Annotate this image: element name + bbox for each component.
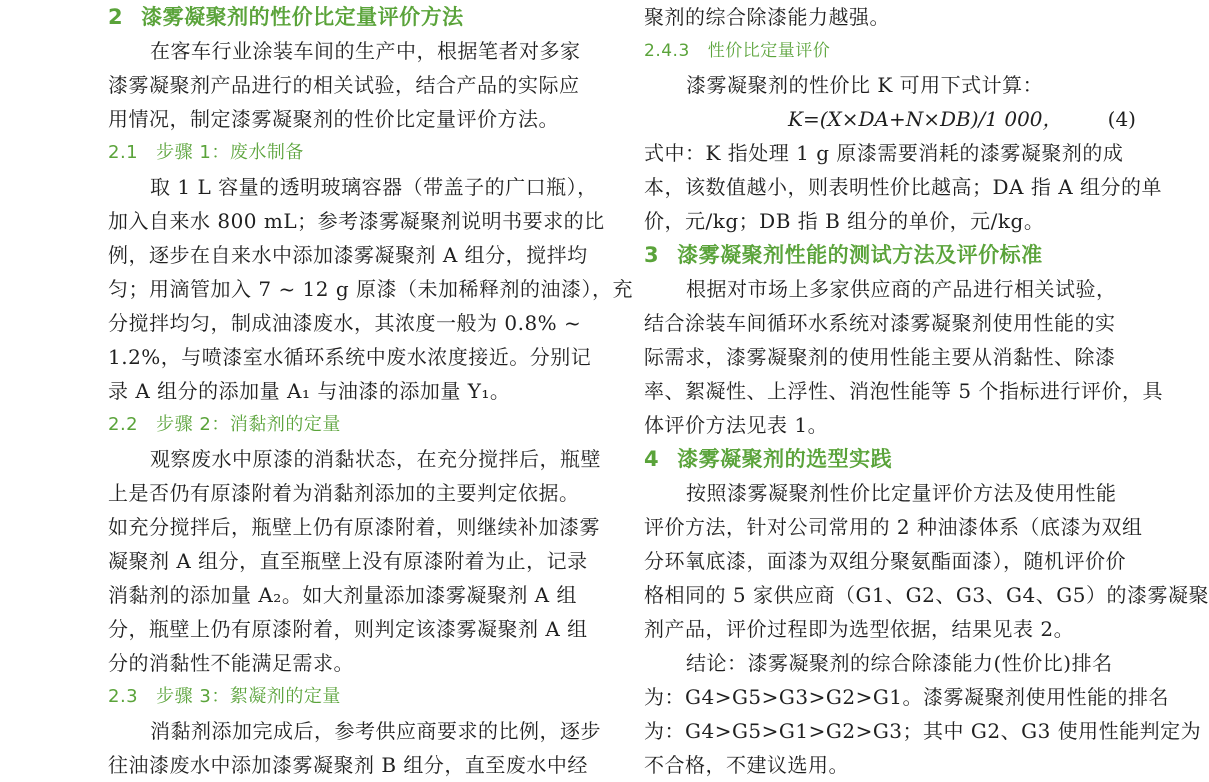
text-line: 分搅拌均匀，制成油漆废水，其浓度一般为 0.8% ~ <box>108 311 582 335</box>
section-number: 2.3 <box>108 686 139 707</box>
right-column <box>644 0 1209 782</box>
text-line: 按照漆雾凝聚剂性价比定量评价方法及使用性能 <box>686 481 1117 505</box>
text-line: 例，逐步在自来水中添加漆雾凝聚剂 A 组分，搅拌均 <box>108 243 588 267</box>
text-line: 漆雾凝聚剂产品进行的相关试验，结合产品的实际应 <box>108 73 580 97</box>
section-4-heading <box>644 442 1136 476</box>
text-line: 分环氧底漆，面漆为双组分聚氨酯面漆），随机评价价 <box>644 549 1126 573</box>
text-line: 剂产品，评价过程即为选型依据，结果见表 2。 <box>644 617 1075 641</box>
text-line: 价，元/kg；DB 指 B 组分的单价，元/kg。 <box>644 209 1045 233</box>
text-line: 录 A 组分的添加量 A₁ 与油漆的添加量 Y₁。 <box>108 379 511 403</box>
section-title: 漆雾凝聚剂的选型实践 <box>677 447 893 471</box>
text-line: 聚剂的综合除漆能力越强。 <box>644 5 890 29</box>
subsection-2-4-3-heading <box>644 34 1136 68</box>
text-line: 为：G4>G5>G3>G2>G1。漆雾凝聚剂使用性能的排名 <box>644 685 1170 709</box>
text-line: 1.2%，与喷漆室水循环系统中废水浓度接近。分别记 <box>108 345 592 369</box>
section-number: 2 <box>108 5 124 29</box>
text-line: 际需求，漆雾凝聚剂的使用性能主要从消黏性、除漆 <box>644 345 1116 369</box>
text-line: 格相同的 5 家供应商（G1、G2、G3、G4、G5）的漆雾凝聚 <box>644 583 1209 607</box>
text-line: 匀；用滴管加入 7 ~ 12 g 原漆（未加稀释剂的油漆），充 <box>108 277 634 301</box>
section-title: 步骤 1：废水制备 <box>156 142 304 163</box>
equation-number: (4) <box>1107 107 1136 131</box>
text-line: 评价方法，针对公司常用的 2 种油漆体系（底漆为双组 <box>644 515 1143 539</box>
text-line: 根据对市场上多家供应商的产品进行相关试验， <box>686 277 1117 301</box>
text-line: 往油漆废水中添加漆雾凝聚剂 B 组分，直至废水中经 <box>108 753 588 777</box>
text-line: 式中：K 指处理 1 g 原漆需要消耗的漆雾凝聚剂的成 <box>644 141 1124 165</box>
text-line: 分，瓶壁上仍有原漆附着，则判定该漆雾凝聚剂 A 组 <box>108 617 588 641</box>
subsection-2-3-heading <box>108 680 600 714</box>
text-line: 消黏剂添加完成后，参考供应商要求的比例，逐步 <box>150 719 601 743</box>
text-line: 不合格，不建议选用。 <box>644 753 849 777</box>
text-line: 体评价方法见表 1。 <box>644 413 829 437</box>
section-2-heading <box>108 0 600 34</box>
section-title: 漆雾凝聚剂性能的测试方法及评价标准 <box>677 243 1043 267</box>
text-line: 漆雾凝聚剂的性价比 K 可用下式计算： <box>686 73 1044 97</box>
section-3-heading <box>644 238 1136 272</box>
text-line: 上是否仍有原漆附着为消黏剂添加的主要判定依据。 <box>108 481 580 505</box>
left-column <box>108 0 634 782</box>
subsection-2-2-heading <box>108 408 600 442</box>
section-number: 3 <box>644 243 660 267</box>
subsection-2-1-heading <box>108 136 600 170</box>
section-number: 2.4.3 <box>644 41 690 61</box>
text-line: 加入自来水 800 mL；参考漆雾凝聚剂说明书要求的比 <box>108 209 605 233</box>
text-line: 凝聚剂 A 组分，直至瓶壁上没有原漆附着为止，记录 <box>108 549 588 573</box>
section-title: 步骤 2：消黏剂的定量 <box>156 414 341 435</box>
text-line: 率、絮凝性、上浮性、消泡性能等 5 个指标进行评价，具 <box>644 379 1163 403</box>
section-title: 步骤 3：絮凝剂的定量 <box>156 686 341 707</box>
equation-text: K=(X×DA+N×DB)/1 000， <box>788 107 1063 131</box>
section-title: 漆雾凝聚剂的性价比定量评价方法 <box>141 5 464 29</box>
section-title: 性价比定量评价 <box>707 41 831 61</box>
equation-4 <box>644 102 1136 136</box>
text-line: 在客车行业涂装车间的生产中，根据笔者对多家 <box>150 39 581 63</box>
text-line: 结论：漆雾凝聚剂的综合除漆能力(性价比)排名 <box>686 651 1113 675</box>
text-line: 用情况，制定漆雾凝聚剂的性价比定量评价方法。 <box>108 107 559 131</box>
text-line: 观察废水中原漆的消黏状态，在充分搅拌后，瓶壁 <box>150 447 601 471</box>
text-line: 分的消黏性不能满足需求。 <box>108 651 354 675</box>
text-line: 结合涂装车间循环水系统对漆雾凝聚剂使用性能的实 <box>644 311 1116 335</box>
text-line: 取 1 L 容量的透明玻璃容器（带盖子的广口瓶）， <box>150 175 598 199</box>
text-line: 如充分搅拌后，瓶壁上仍有原漆附着，则继续补加漆雾 <box>108 515 600 539</box>
text-line: 消黏剂的添加量 A₂。如大剂量添加漆雾凝聚剂 A 组 <box>108 583 577 607</box>
section-number: 2.1 <box>108 142 139 163</box>
section-number: 4 <box>644 447 660 471</box>
text-line: 为：G4>G5>G1>G2>G3；其中 G2、G3 使用性能判定为 <box>644 719 1202 743</box>
text-line: 本，该数值越小，则表明性价比越高；DA 指 A 组分的单 <box>644 175 1162 199</box>
section-number: 2.2 <box>108 414 139 435</box>
